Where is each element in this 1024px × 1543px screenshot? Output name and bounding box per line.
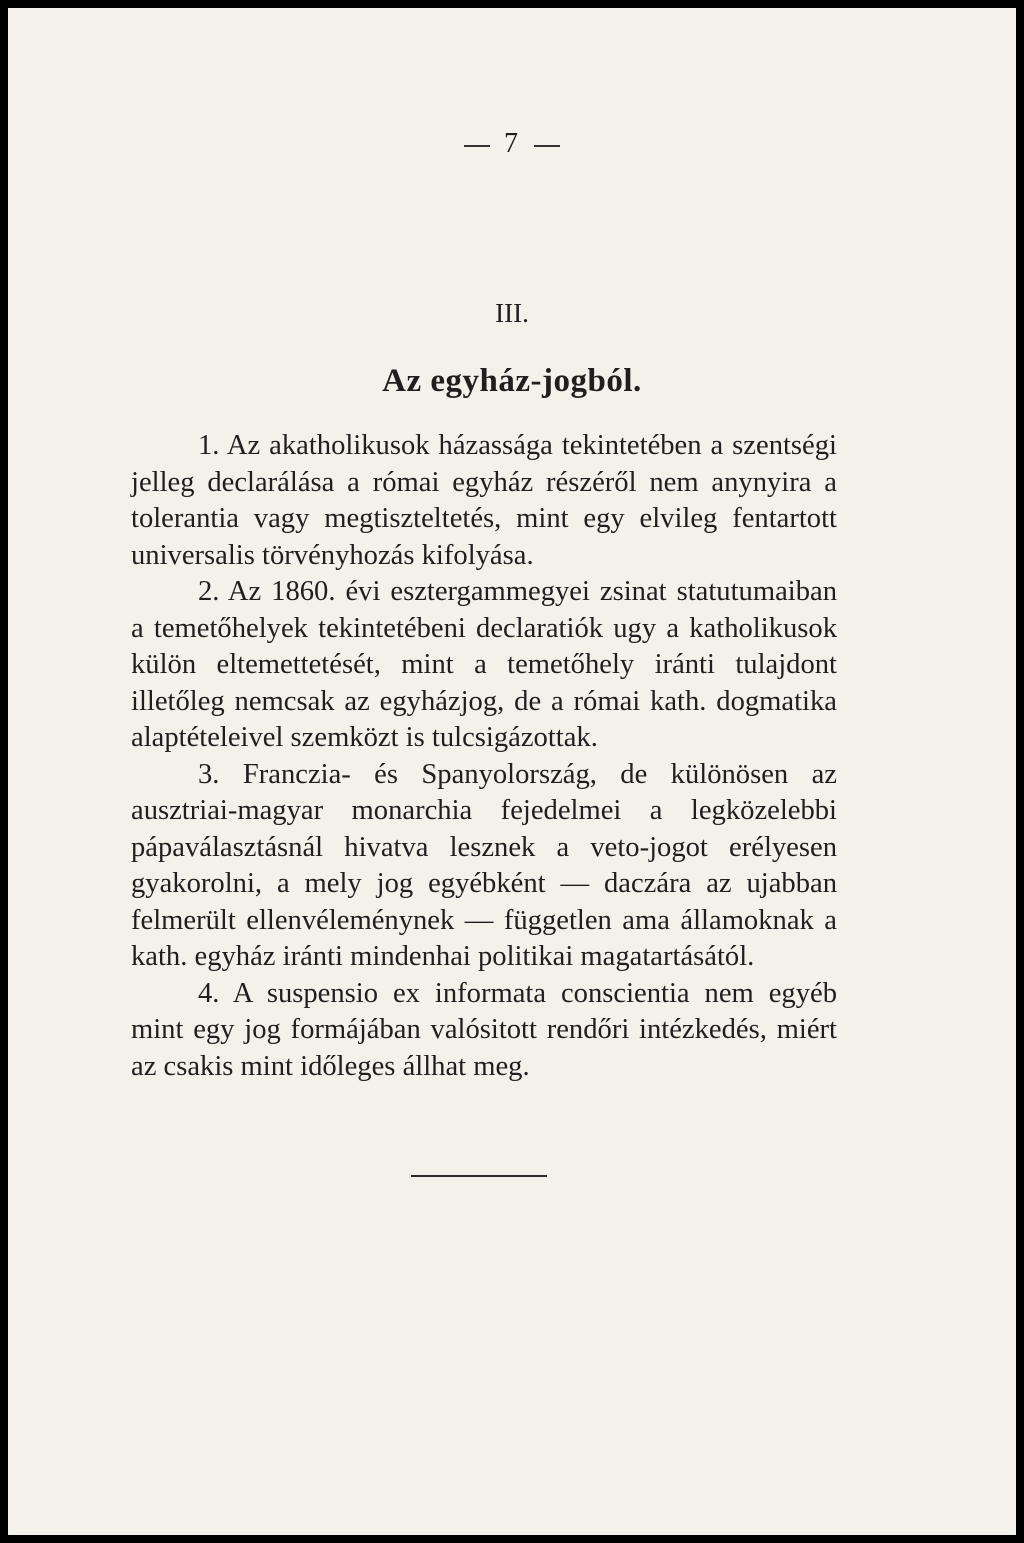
section-end-rule (411, 1175, 547, 1177)
paragraph-1: 1. Az akatholikusok házassága tekintetében a szentségi jelleg declarálása a római egyház részéről nem anynyira a tolerantia vagy megtiszteltetés, mint egy elvileg fentartott universalis törvényhozás kifolyása. (131, 430, 837, 571)
section-numeral: III. (495, 298, 529, 328)
paragraph-3: 3. Franczia- és Spanyolország, de különösen az ausztriai-magyar monarchia fejedelmei a legközelebbi pápaválasztásnál hivatva lesznek a veto-jogot erélyesen gyakorolni, a mely jog egyébként — daczára az ujabban felmerült ellenvéleménynek — független ama államoknak a kath. egyház iránti mindenhai politikai magatartásától. (131, 758, 837, 972)
paragraph-2: 2. Az 1860. évi esztergammegyei zsinat statutumaiban a temetőhelyek tekintetébeni declaratiók ugy a katholikusok külön eltemettetését, mint a temetőhely iránti tulajdont illetőleg nemcsak az egyházjog, de a római kath. dogmatika alaptételeivel szemközt is tulcsigázottak. (131, 576, 837, 753)
dash-left (464, 145, 490, 147)
page-number (8, 128, 1016, 160)
dash-right (534, 145, 560, 147)
paragraph-4: 4. A suspensio ex informata conscientia nem egyéb mint egy jog formájában valósitott rendőri intézkedés, miért az csakis mint időleges állhat meg. (131, 977, 837, 1082)
body-text (131, 428, 837, 1085)
section-title: Az egyház-jogból. (382, 363, 642, 399)
book-page (8, 8, 1016, 1535)
page-number-text: 7 (504, 128, 520, 159)
